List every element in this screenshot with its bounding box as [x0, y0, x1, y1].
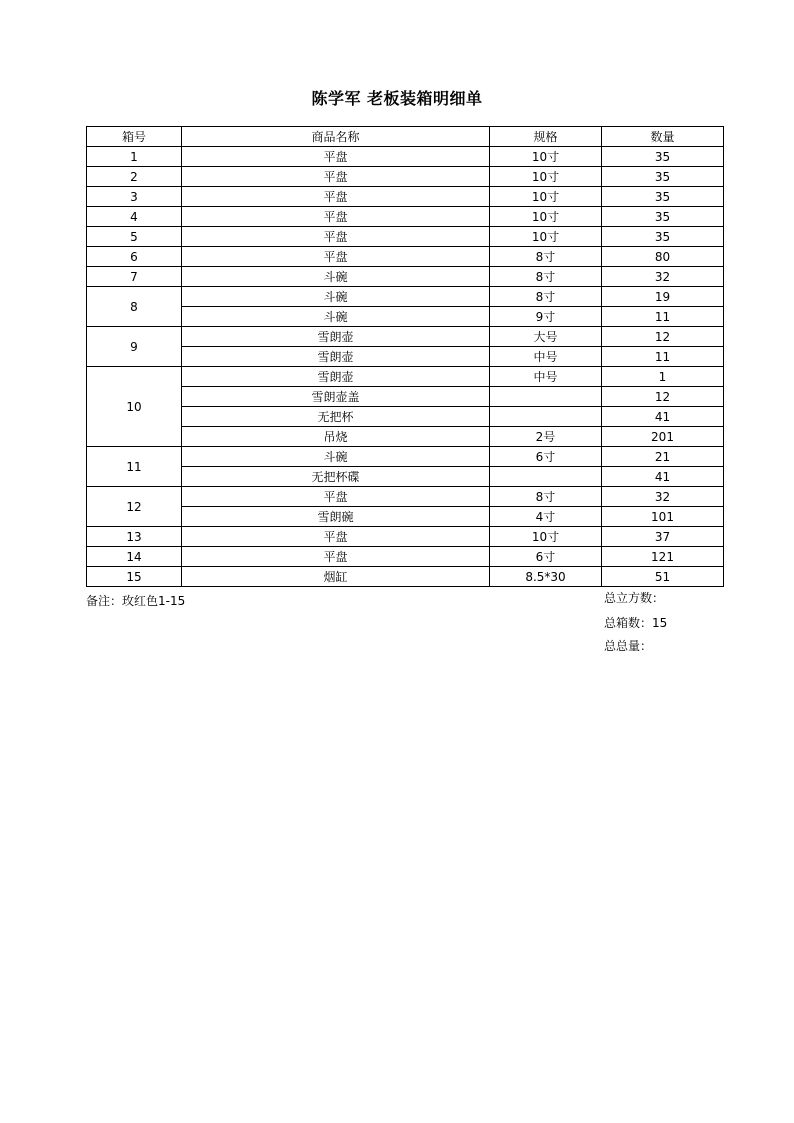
cell-spec: 10寸: [490, 227, 602, 247]
remark-note: 备注：玫红色1-15: [86, 594, 186, 608]
cell-box-no: 15: [87, 567, 182, 587]
table-row: [87, 567, 724, 587]
cell-product-name: 斗碗: [182, 267, 490, 287]
packing-list-table: [86, 126, 724, 587]
cell-spec: [490, 387, 602, 407]
table-row: [87, 167, 724, 187]
cell-spec: 中号: [490, 347, 602, 367]
cell-product-name: 雪朗碗: [182, 507, 490, 527]
cell-box-no: 5: [87, 227, 182, 247]
cell-product-name: 烟缸: [182, 567, 490, 587]
cell-quantity: 101: [602, 507, 724, 527]
total-volume-label: 总立方数：: [604, 591, 665, 605]
cell-product-name: 斗碗: [182, 447, 490, 467]
cell-spec: [490, 467, 602, 487]
cell-box-no: 11: [87, 447, 182, 487]
cell-box-no: 7: [87, 267, 182, 287]
cell-quantity: 41: [602, 467, 724, 487]
cell-box-no: 13: [87, 527, 182, 547]
total-boxes-value: 15: [652, 616, 668, 630]
cell-product-name: 斗碗: [182, 307, 490, 327]
total-volume: [604, 589, 664, 606]
cell-product-name: 平盘: [182, 207, 490, 227]
cell-box-no: 8: [87, 287, 182, 327]
cell-spec: 大号: [490, 327, 602, 347]
cell-quantity: 12: [602, 327, 724, 347]
cell-spec: 8寸: [490, 287, 602, 307]
cell-product-name: 平盘: [182, 247, 490, 267]
cell-spec: 4寸: [490, 507, 602, 527]
cell-quantity: 51: [602, 567, 724, 587]
table-body: [87, 147, 724, 587]
cell-spec: 10寸: [490, 167, 602, 187]
cell-product-name: 平盘: [182, 147, 490, 167]
cell-product-name: 吊烧: [182, 427, 490, 447]
cell-quantity: 32: [602, 487, 724, 507]
table-row: [87, 507, 724, 527]
cell-quantity: 80: [602, 247, 724, 267]
cell-product-name: 平盘: [182, 487, 490, 507]
cell-box-no: 9: [87, 327, 182, 367]
cell-product-name: 平盘: [182, 527, 490, 547]
header-product-name: 商品名称: [182, 127, 490, 147]
cell-quantity: 121: [602, 547, 724, 567]
total-boxes: [604, 614, 667, 631]
cell-box-no: 6: [87, 247, 182, 267]
cell-quantity: 35: [602, 167, 724, 187]
table-row: [87, 227, 724, 247]
cell-quantity: 201: [602, 427, 724, 447]
cell-spec: 10寸: [490, 147, 602, 167]
cell-spec: 8寸: [490, 267, 602, 287]
table-row: [87, 267, 724, 287]
cell-quantity: 35: [602, 207, 724, 227]
cell-product-name: 平盘: [182, 167, 490, 187]
cell-product-name: 无把杯碟: [182, 467, 490, 487]
cell-box-no: 2: [87, 167, 182, 187]
cell-spec: 6寸: [490, 447, 602, 467]
cell-product-name: 无把杯: [182, 407, 490, 427]
total-weight: [604, 637, 652, 654]
cell-quantity: 41: [602, 407, 724, 427]
cell-product-name: 雪朗壶: [182, 327, 490, 347]
cell-quantity: 12: [602, 387, 724, 407]
cell-quantity: 35: [602, 227, 724, 247]
page-title: 陈学军 老板装箱明细单: [311, 89, 483, 108]
cell-spec: 8寸: [490, 247, 602, 267]
cell-quantity: 11: [602, 307, 724, 327]
cell-quantity: 21: [602, 447, 724, 467]
cell-box-no: 14: [87, 547, 182, 567]
cell-product-name: 平盘: [182, 227, 490, 247]
cell-quantity: 1: [602, 367, 724, 387]
header-box-no: 箱号: [87, 127, 182, 147]
table-row: [87, 407, 724, 427]
cell-spec: 2号: [490, 427, 602, 447]
cell-spec: 9寸: [490, 307, 602, 327]
table-row: [87, 147, 724, 167]
table-row: [87, 287, 724, 307]
cell-spec: 8寸: [490, 487, 602, 507]
table-row: [87, 547, 724, 567]
cell-product-name: 雪朗壶盖: [182, 387, 490, 407]
cell-quantity: 32: [602, 267, 724, 287]
header-quantity: 数量: [602, 127, 724, 147]
table-row: [87, 387, 724, 407]
cell-box-no: 10: [87, 367, 182, 447]
table-row: [87, 447, 724, 467]
table-row: [87, 367, 724, 387]
cell-box-no: 3: [87, 187, 182, 207]
cell-spec: 6寸: [490, 547, 602, 567]
cell-product-name: 雪朗壶: [182, 347, 490, 367]
cell-product-name: 斗碗: [182, 287, 490, 307]
cell-quantity: 37: [602, 527, 724, 547]
table-row: [87, 187, 724, 207]
table-row: [87, 207, 724, 227]
table-row: [87, 347, 724, 367]
cell-spec: 10寸: [490, 207, 602, 227]
cell-quantity: 11: [602, 347, 724, 367]
table-row: [87, 527, 724, 547]
table-row: [87, 427, 724, 447]
cell-box-no: 12: [87, 487, 182, 527]
cell-spec: 中号: [490, 367, 602, 387]
table-row: [87, 487, 724, 507]
cell-spec: 10寸: [490, 187, 602, 207]
header-spec: 规格: [490, 127, 602, 147]
cell-quantity: 35: [602, 187, 724, 207]
table-row: [87, 467, 724, 487]
table-row: [87, 327, 724, 347]
cell-product-name: 雪朗壶: [182, 367, 490, 387]
cell-product-name: 平盘: [182, 187, 490, 207]
cell-box-no: 4: [87, 207, 182, 227]
cell-quantity: 35: [602, 147, 724, 167]
cell-spec: 10寸: [490, 527, 602, 547]
table-header-row: [87, 127, 724, 147]
cell-spec: [490, 407, 602, 427]
total-boxes-label: 总箱数：: [604, 616, 653, 630]
cell-quantity: 19: [602, 287, 724, 307]
table-row: [87, 307, 724, 327]
table-row: [87, 247, 724, 267]
total-weight-label: 总总量：: [604, 639, 653, 653]
cell-spec: 8.5*30: [490, 567, 602, 587]
cell-product-name: 平盘: [182, 547, 490, 567]
cell-box-no: 1: [87, 147, 182, 167]
